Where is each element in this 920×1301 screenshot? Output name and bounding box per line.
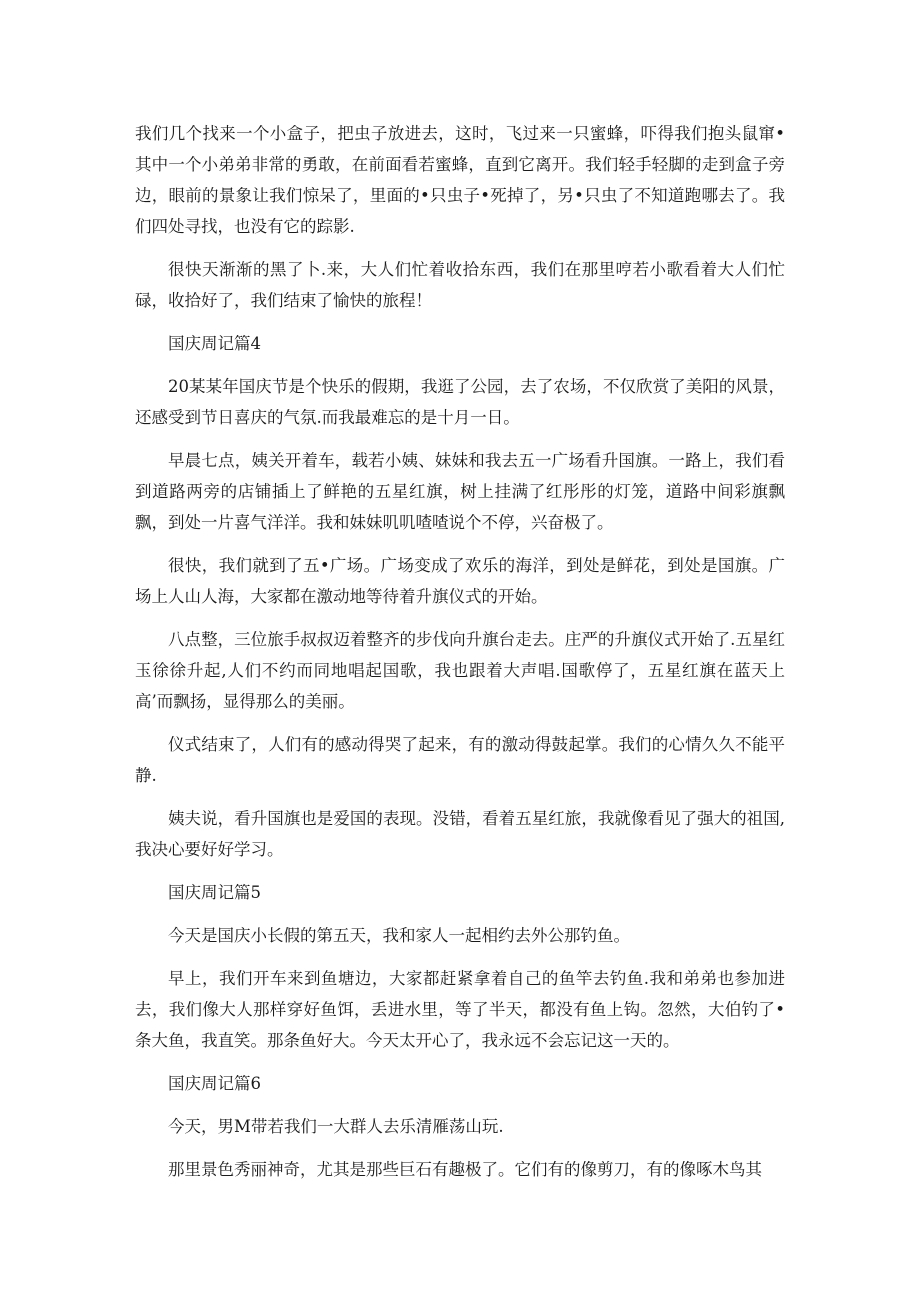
paragraph: 那里景色秀丽神奇，尤其是那些巨石有趣极了。它们有的像剪刀，有的像啄木鸟其 <box>168 1160 762 1179</box>
document-body <box>135 118 785 1197</box>
paragraph: 姨夫说，看升国旗也是爱国的表现。没错，看着五星红旅，我就像看见了强大的祖国,我决心要好好学习。 <box>135 809 785 859</box>
paragraph: 今天是国庆小长假的第五天，我和家人一起相约去外公那钓鱼。 <box>168 926 630 945</box>
paragraph: 我们几个找来一个小盒子，把虫子放进去，这时，飞过来一只蜜蜂，吓得我们抱头鼠窜•其中一个小弟弟非常的勇敢，在前面看若蜜蜂，直到它离开。我们轻手轻脚的走到盒子旁边，眼前的景象让我们惊呆了，里面的•只虫子•死掉了，另•只虫了不知道跑哪去了。我们四处寻找，也没有它的踪影. <box>135 124 785 236</box>
paragraph: 今天，男M带若我们一大群人去乐清雁荡山玩. <box>168 1117 504 1136</box>
paragraph: 20某某年国庆节是个快乐的假期，我逛了公园，去了农场，不仅欣赏了美阳的风景，还感受到节日喜庆的气氛.而我最难忘的是十月一日。 <box>135 377 785 427</box>
paragraph: 仪式结束了，人们有的感动得哭了起来，有的激动得鼓起掌。我们的心情久久不能平静. <box>135 735 785 785</box>
paragraph: 早上，我们开车来到鱼塘边，大家都赶紧拿着自己的鱼竿去钓鱼.我和弟弟也参加进去，我们像大人那样穿好鱼饵，丢进水里，等了半天，都没有鱼上钩。忽然，大伯钓了•条大鱼，我直笑。那条鱼好大。今天太开心了，我永远不会忘记这一天的。 <box>135 969 785 1050</box>
section-heading: 国庆周记篇6 <box>168 1074 261 1093</box>
section-heading: 国庆周记篇4 <box>168 334 261 353</box>
paragraph: 早晨七点，姨关开着车，载若小姨、妹妹和我去五一广场看升国旗。一路上，我们看到道路两旁的店铺插上了鲜艳的五星红旗，树上挂满了红彤彤的灯笼，道路中间彩旗飘飘，到处一片喜气洋洋。我和妹妹叽叽喳喳说个不停，兴奋极了。 <box>135 451 785 532</box>
section-heading: 国庆周记篇5 <box>168 883 261 902</box>
paragraph: 很快，我们就到了五•广场。广场变成了欢乐的海洋，到处是鲜花，到处是国旗。广场上人山人海，大家都在激动地等待着升旗仪式的开始。 <box>135 556 785 606</box>
paragraph: 很快天渐渐的黑了卜.来，大人们忙着收拾东西，我们在那里哼若小歌看着大人们忙碌，收拾好了，我们结束了愉快的旅程！ <box>135 260 785 310</box>
paragraph: 八点整，三位旅手叔叔迈着整齐的步伐向升旗台走去。庄严的升旗仪式开始了.五星红玉徐徐升起,人们不约而同地唱起国歌，我也跟着大声唱.国歌停了，五星红旗在蓝天上高’而飘扬，显得那么的美丽。 <box>135 630 785 711</box>
